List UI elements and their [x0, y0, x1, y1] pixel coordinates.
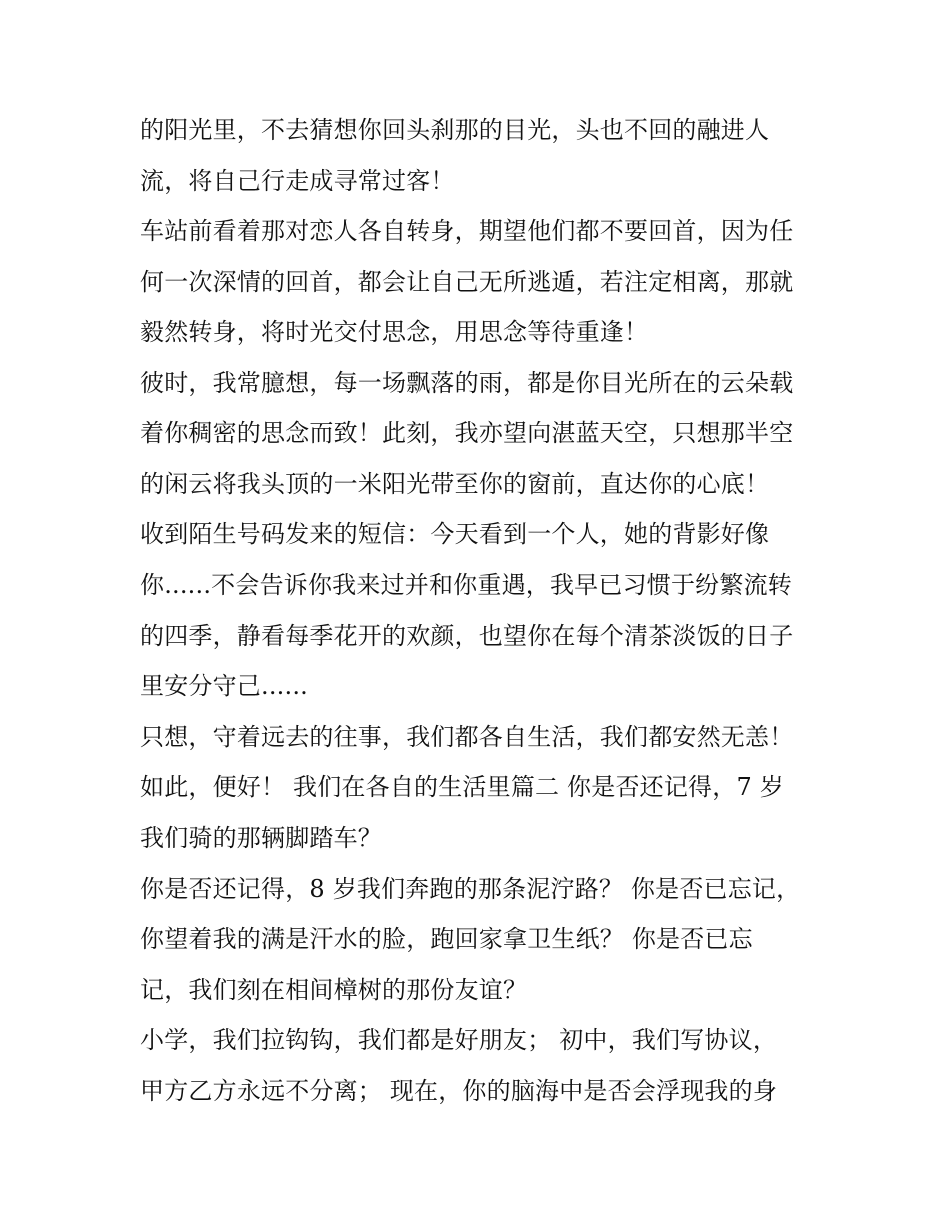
text-line: 车站前看着那对恋人各自转身，期望他们都不要回首，因为任: [140, 217, 794, 245]
text-line: 你望着我的满是汗水的脸，跑回家拿卫生纸？ 你是否已忘: [140, 925, 753, 953]
text-line: 小学，我们拉钩钩，我们都是好朋友； 初中，我们写协议，: [140, 1026, 778, 1054]
text-line: 收到陌生号码发来的短信：今天看到一个人，她的背影好像: [140, 520, 770, 548]
text-line: 彼时，我常臆想，每一场飘落的雨，都是你目光所在的云朵载: [140, 369, 794, 397]
text-line: 里安分守己......: [140, 672, 308, 700]
text-line: 记，我们刻在相间樟树的那份友谊？: [140, 976, 528, 1004]
text-line: 毅然转身，将时光交付思念，用思念等待重逢！: [140, 318, 649, 346]
text-line: 你......不会告诉你我来过并和你重遇，我早已习惯于纷繁流转: [140, 571, 792, 599]
text-line: 甲方乙方永远不分离； 现在，你的脑海中是否会浮现我的身: [140, 1077, 778, 1105]
text-line: 的闲云将我头顶的一米阳光带至你的窗前，直达你的心底！: [140, 470, 770, 498]
text-line: 的阳光里，不去猜想你回头刹那的目光，头也不回的融进人: [140, 116, 770, 144]
text-line: 如此，便好！ 我们在各自的生活里篇二 你是否还记得，7 岁: [140, 773, 784, 801]
text-line: 的四季，静看每季花开的欢颜，也望你在每个清茶淡饭的日子: [140, 622, 794, 650]
text-line: 你是否还记得，8 岁我们奔跑的那条泥泞路？ 你是否已忘记，: [140, 875, 801, 903]
text-line: 只想，守着远去的往事，我们都各自生活，我们都安然无恙！: [140, 723, 794, 751]
text-line: 我们骑的那辆脚踏车？: [140, 824, 382, 852]
text-line: 何一次深情的回首，都会让自己无所逃遁，若注定相离，那就: [140, 268, 794, 296]
text-line: 流，将自己行走成寻常过客！: [140, 167, 455, 195]
text-line: 着你稠密的思念而致！此刻，我亦望向湛蓝天空，只想那半空: [140, 419, 794, 447]
